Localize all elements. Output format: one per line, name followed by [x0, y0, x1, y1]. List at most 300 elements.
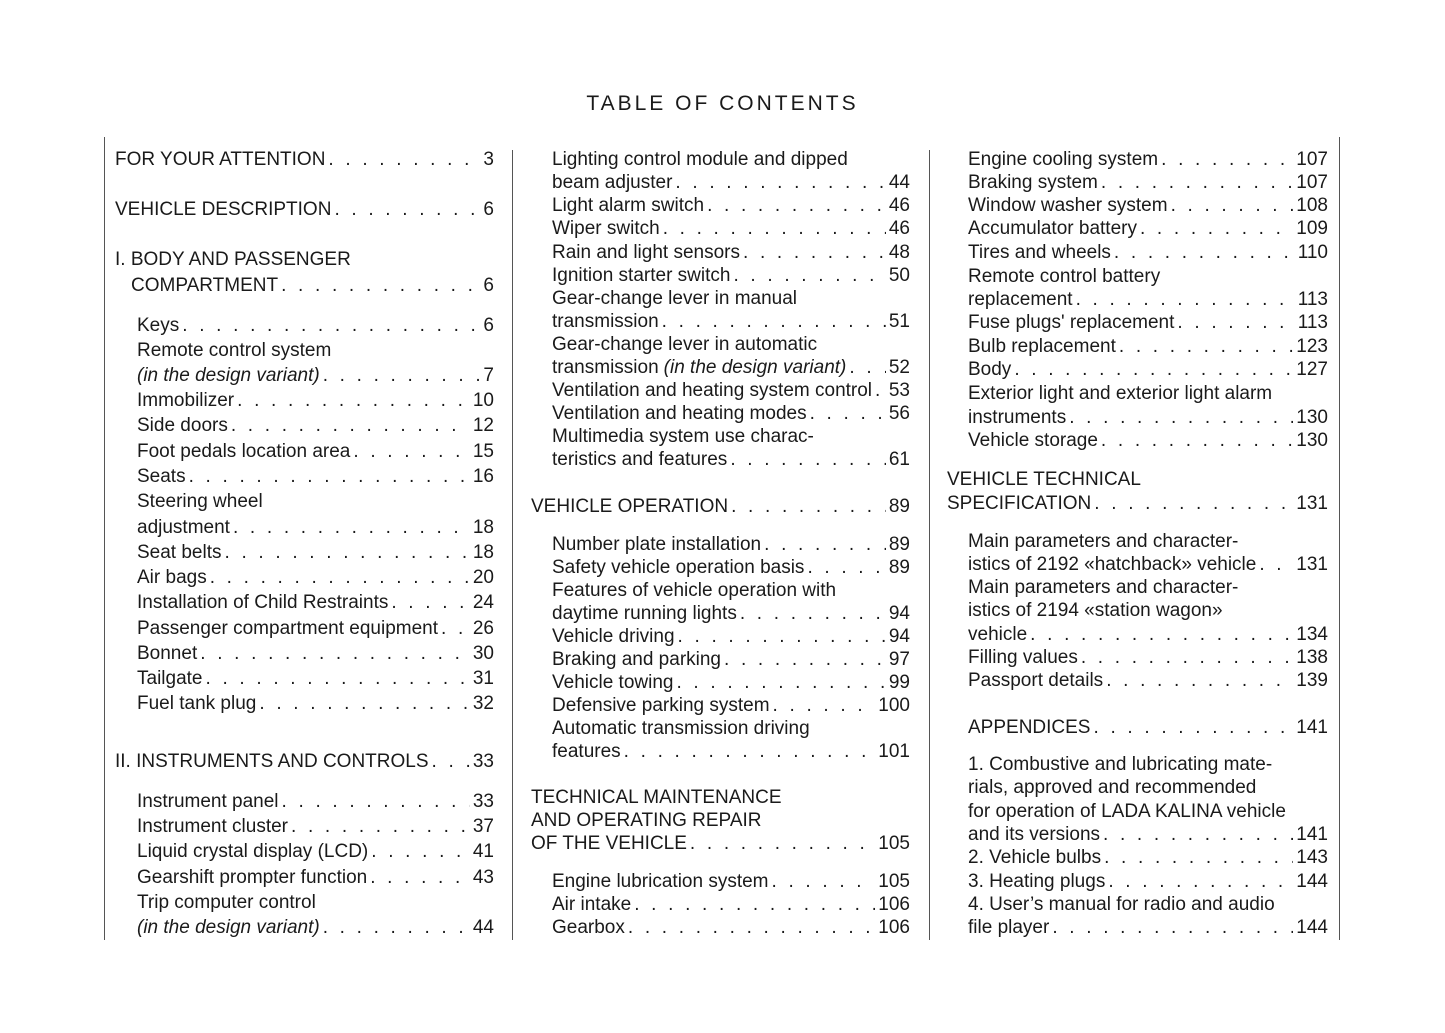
dot-leader: [1076, 288, 1295, 311]
toc-page-number: 113: [1297, 289, 1328, 310]
toc-entry-tires-and-wheels[interactable]: [968, 241, 1328, 264]
dot-leader: [628, 916, 875, 939]
toc-entry-title: Multimedia system use charac-: [552, 426, 814, 447]
toc-page-number: 94: [888, 603, 910, 624]
dot-leader: [849, 356, 885, 379]
toc-page-number: 110: [1297, 242, 1328, 263]
toc-entry-title: Bulb replacement: [968, 336, 1116, 357]
toc-page-number: 44: [472, 917, 494, 938]
toc-entry-title: II. INSTRUMENTS AND CONTROLS: [115, 751, 429, 772]
dot-leader: [675, 171, 885, 194]
toc-page-number: 43: [472, 867, 494, 888]
toc-entry-remote-control-system: [137, 339, 494, 362]
toc-entry-title: Remote control system: [137, 340, 332, 361]
toc-entry-4-user-s-manual-for-radio-and-audio: [968, 893, 1328, 916]
dot-leader: [634, 893, 875, 916]
toc-page-number: 18: [472, 517, 494, 538]
dot-leader: [210, 566, 470, 589]
toc-page-number: 56: [888, 403, 910, 424]
toc-entry-title: Fuel tank plug: [137, 693, 257, 714]
toc-entry-replacement[interactable]: [968, 288, 1328, 311]
dot-leader: [1101, 429, 1293, 452]
dot-leader: [1108, 870, 1293, 893]
toc-entry-wiper-switch[interactable]: [552, 217, 910, 240]
dot-leader: [690, 832, 875, 855]
toc-page-number: 3: [483, 149, 494, 170]
dot-leader: [334, 198, 480, 221]
dot-leader: [773, 694, 876, 717]
toc-entry-title: Ventilation and heating modes: [552, 403, 807, 424]
toc-page-number: 46: [888, 195, 910, 216]
column-divider: [929, 150, 930, 940]
toc-entry-title: Vehicle storage: [968, 430, 1098, 451]
page-title: TABLE OF CONTENTS: [586, 92, 859, 115]
toc-entry-title: (in the design variant): [137, 917, 320, 938]
column-divider: [512, 150, 513, 940]
toc-entry-title: istics of 2192 «hatchback» vehicle: [968, 554, 1257, 575]
toc-page-number: 6: [483, 315, 494, 336]
toc-page-number: 141: [1296, 717, 1328, 738]
toc-entry-title: SPECIFICATION: [947, 493, 1092, 514]
toc-page-number: 16: [472, 466, 494, 487]
dot-leader: [370, 866, 470, 889]
toc-entry-title: COMPARTMENT: [131, 275, 279, 296]
toc-entry-gearbox[interactable]: [552, 916, 910, 939]
toc-entry-title: Window washer system: [968, 195, 1168, 216]
toc-page-number: 109: [1296, 218, 1328, 239]
toc-entry-title: Light alarm switch: [552, 195, 705, 216]
toc-entry-title: Trip computer control: [137, 892, 316, 913]
toc-entry-title: Main parameters and character-: [968, 531, 1239, 552]
dot-leader: [233, 516, 470, 539]
toc-entry-air-bags[interactable]: [137, 566, 494, 589]
toc-entry-title: FOR YOUR ATTENTION: [115, 149, 326, 170]
toc-entry-exterior-light-and-exterior-light-alarm: [968, 382, 1328, 405]
toc-page-number: 106: [878, 917, 910, 938]
toc-page-number: 127: [1296, 359, 1328, 380]
toc-entry-title: Steering wheel: [137, 491, 263, 512]
toc-entry-number-plate-installation[interactable]: [552, 533, 910, 556]
toc-entry-trip-computer-control: [137, 891, 494, 914]
toc-entry-ventilation-and-heating-modes[interactable]: [552, 402, 910, 425]
toc-entry-title: VEHICLE DESCRIPTION: [115, 199, 332, 220]
toc-page-number: 6: [483, 275, 494, 296]
toc-entry-title: Fuse plugs' replacement: [968, 312, 1175, 333]
toc-page-number: 20: [472, 567, 494, 588]
dot-leader: [707, 194, 886, 217]
toc-entry-vehicle-storage[interactable]: [968, 429, 1328, 452]
toc-page-number: 97: [888, 649, 910, 670]
dot-leader: [1069, 406, 1293, 429]
dot-leader: [772, 870, 876, 893]
toc-page-number: 89: [888, 557, 910, 578]
toc-entry-rain-and-light-sensors[interactable]: [552, 241, 910, 264]
toc-page-number: 53: [888, 380, 910, 401]
toc-entry-ventilation-and-heating-system-control[interactable]: [552, 379, 910, 402]
toc-entry-fuel-tank-plug[interactable]: [137, 692, 494, 715]
toc-entry-title: Side doors: [137, 415, 228, 436]
dot-leader: [231, 414, 470, 437]
toc-entry-vehicle-driving[interactable]: [552, 625, 910, 648]
toc-entry-of-the-vehicle[interactable]: [531, 832, 910, 855]
toc-entry-title: 2. Vehicle bulbs: [968, 847, 1102, 868]
toc-page-number: 89: [888, 496, 910, 517]
toc-page-number: 61: [888, 449, 910, 470]
toc-entry-title: replacement: [968, 289, 1073, 310]
dot-leader: [1171, 194, 1294, 217]
toc-entry-window-washer-system[interactable]: [968, 194, 1328, 217]
toc-page-number: 33: [472, 751, 494, 772]
toc-page-number: 138: [1296, 647, 1328, 668]
toc-entry-air-intake[interactable]: [552, 893, 910, 916]
toc-entry-title: Instrument cluster: [137, 816, 288, 837]
dot-leader: [740, 602, 886, 625]
dot-leader: [764, 533, 886, 556]
toc-entry-title: for operation of LADA KALINA vehicle: [968, 801, 1286, 822]
toc-entry-title: Seats: [137, 466, 186, 487]
toc-entry-title: 3. Heating plugs: [968, 871, 1106, 892]
toc-entry-transmission-in-the-design-variant[interactable]: [552, 356, 910, 379]
toc-entry-title: Passenger compartment equipment: [137, 618, 438, 639]
dot-leader: [189, 465, 470, 488]
dot-leader: [724, 648, 886, 671]
toc-entry-foot-pedals-location-area[interactable]: [137, 440, 494, 463]
toc-entry-in-the-design-variant[interactable]: [137, 916, 494, 939]
toc-entry-title: TECHNICAL MAINTENANCE: [531, 787, 782, 808]
toc-entry-title: beam adjuster: [552, 172, 673, 193]
dot-leader: [1140, 217, 1293, 240]
toc-page-number: 106: [878, 894, 910, 915]
toc-entry-title: Instrument panel: [137, 791, 279, 812]
toc-entry-compartment[interactable]: [131, 274, 494, 297]
toc-page-number: 139: [1296, 670, 1328, 691]
toc-page-number: 143: [1296, 847, 1328, 868]
toc-entry-title: Features of vehicle operation with: [552, 580, 837, 601]
toc-entry-title: Engine cooling system: [968, 149, 1159, 170]
toc-entry-main-parameters-and-character: [968, 530, 1328, 553]
toc-entry-for-your-attention[interactable]: [115, 148, 494, 171]
toc-entry-title: Exterior light and exterior light alarm: [968, 383, 1273, 404]
toc-entry-title: Gear-change lever in automatic: [552, 334, 818, 355]
toc-entry-title: rials, approved and recommended: [968, 777, 1257, 798]
toc-entry-title: instruments: [968, 407, 1067, 428]
toc-entry-title: daytime running lights: [552, 603, 737, 624]
toc-entry-accumulator-battery[interactable]: [968, 217, 1328, 240]
toc-page-number: 144: [1296, 871, 1328, 892]
toc-entry-filling-values[interactable]: [968, 646, 1328, 669]
toc-page-number: 123: [1296, 336, 1328, 357]
dot-leader: [1119, 335, 1293, 358]
toc-page-number: 37: [472, 816, 494, 837]
toc-entry-liquid-crystal-display-lcd[interactable]: [137, 840, 494, 863]
toc-entry-title: Tailgate: [137, 668, 203, 689]
dot-leader: [1093, 716, 1293, 739]
toc-entry-vehicle-towing[interactable]: [552, 671, 910, 694]
toc-entry-specification[interactable]: [947, 492, 1328, 515]
toc-entry-body[interactable]: [968, 358, 1328, 381]
toc-entry-title: (in the design variant): [137, 365, 320, 386]
toc-entry-title: Vehicle driving: [552, 626, 675, 647]
toc-entry-title: Defensive parking system: [552, 695, 770, 716]
toc-entry-instrument-cluster[interactable]: [137, 815, 494, 838]
toc-entry-bulb-replacement[interactable]: [968, 335, 1328, 358]
dot-leader: [182, 314, 480, 337]
toc-entry-seat-belts[interactable]: [137, 541, 494, 564]
toc-entry-ii-instruments-and-controls[interactable]: [115, 750, 494, 773]
toc-page-number: 107: [1296, 149, 1328, 170]
toc-entry-title: Air bags: [137, 567, 207, 588]
dot-leader: [743, 241, 886, 264]
dot-leader: [282, 790, 470, 813]
toc-entry-safety-vehicle-operation-basis[interactable]: [552, 556, 910, 579]
dot-leader: [678, 625, 886, 648]
toc-entry-title: Seat belts: [137, 542, 222, 563]
toc-entry-transmission[interactable]: [552, 310, 910, 333]
dot-leader: [1030, 623, 1293, 646]
toc-entry-installation-of-child-restraints[interactable]: [137, 591, 494, 614]
toc-entry-passenger-compartment-equipment[interactable]: [137, 617, 494, 640]
dot-leader: [328, 148, 480, 171]
dot-leader: [733, 264, 885, 287]
toc-entry-braking-system[interactable]: [968, 171, 1328, 194]
toc-entry-title: Braking system: [968, 172, 1098, 193]
toc-entry-title: I. BODY AND PASSENGER: [115, 249, 351, 270]
toc-entry-title: Safety vehicle operation basis: [552, 557, 805, 578]
dot-leader: [810, 402, 886, 425]
toc-entry-daytime-running-lights[interactable]: [552, 602, 910, 625]
toc-page-number: 15: [472, 441, 494, 462]
toc-page-number: 31: [472, 668, 494, 689]
dot-leader: [1052, 916, 1293, 939]
toc-page-number: 113: [1297, 312, 1328, 333]
dot-leader: [731, 495, 886, 518]
toc-entry-gear-change-lever-in-manual: [552, 287, 910, 310]
toc-entry-title: Ignition starter switch: [552, 265, 731, 286]
toc-entry-title: and its versions: [968, 824, 1101, 845]
toc-entry-title: features: [552, 741, 621, 762]
dot-leader: [1114, 241, 1295, 264]
toc-entry-ignition-starter-switch[interactable]: [552, 264, 910, 287]
toc-entry-title: Tires and wheels: [968, 242, 1111, 263]
toc-entry-adjustment[interactable]: [137, 516, 494, 539]
dot-leader: [730, 448, 886, 471]
toc-entry-title: Passport details: [968, 670, 1104, 691]
toc-entry-title: Gear-change lever in manual: [552, 288, 798, 309]
toc-entry-vehicle-technical: [947, 468, 1328, 491]
dot-leader: [1104, 846, 1293, 869]
dot-leader: [259, 692, 470, 715]
toc-entry-gearshift-prompter-function[interactable]: [137, 866, 494, 889]
dot-leader: [323, 916, 470, 939]
toc-entry-title: file player: [968, 917, 1050, 938]
toc-page-number: 44: [888, 172, 910, 193]
toc-entry-title: Filling values: [968, 647, 1078, 668]
toc-entry-istics-of-2192-hatchback-vehicle[interactable]: [968, 553, 1328, 576]
dot-leader: [676, 671, 885, 694]
toc-entry-title: Body: [968, 359, 1012, 380]
dot-leader: [1081, 646, 1293, 669]
dot-leader: [662, 310, 886, 333]
toc-entry-rials-approved-and-recommended: [968, 776, 1328, 799]
toc-entry-file-player[interactable]: [968, 916, 1328, 939]
dot-leader: [1103, 823, 1293, 846]
toc-page-number: 6: [483, 199, 494, 220]
toc-entry-title: Keys: [137, 315, 180, 336]
toc-page-number: 107: [1296, 172, 1328, 193]
toc-entry-instrument-panel[interactable]: [137, 790, 494, 813]
toc-page-number: 32: [472, 693, 494, 714]
toc-entry-title: Number plate installation: [552, 534, 762, 555]
toc-entry-automatic-transmission-driving: [552, 717, 910, 740]
toc-entry-1-combustive-and-lubricating-mate: [968, 753, 1328, 776]
toc-page-number: 46: [888, 218, 910, 239]
toc-entry-title: Braking and parking: [552, 649, 721, 670]
toc-page-number: 101: [878, 741, 910, 762]
toc-page-number: 105: [878, 871, 910, 892]
toc-entry-title: Liquid crystal display (LCD): [137, 841, 369, 862]
toc-page-number: 7: [483, 365, 494, 386]
toc-page-number: 94: [888, 626, 910, 647]
toc-page-number: 24: [472, 592, 494, 613]
toc-entry-note: (in the design variant): [663, 357, 847, 378]
toc-entry-side-doors[interactable]: [137, 414, 494, 437]
toc-page-number: 30: [472, 643, 494, 664]
toc-entry-gear-change-lever-in-automatic: [552, 333, 910, 356]
toc-entry-for-operation-of-lada-kalina-vehicle: [968, 800, 1328, 823]
toc-entry-vehicle[interactable]: [968, 623, 1328, 646]
toc-page-number: 131: [1296, 493, 1328, 514]
toc-page-number: 100: [878, 695, 910, 716]
dot-leader: [237, 389, 470, 412]
toc-entry-title: teristics and features: [552, 449, 728, 470]
toc-page-number: 18: [472, 542, 494, 563]
dot-leader: [432, 750, 470, 773]
toc-entry-title: VEHICLE OPERATION: [531, 496, 729, 517]
toc-entry-teristics-and-features[interactable]: [552, 448, 910, 471]
toc-page-number: 12: [472, 415, 494, 436]
toc-entry-immobilizer[interactable]: [137, 389, 494, 412]
toc-entry-beam-adjuster[interactable]: [552, 171, 910, 194]
toc-entry-vehicle-description[interactable]: [115, 198, 494, 221]
toc-entry-seats[interactable]: [137, 465, 494, 488]
toc-entry-title: adjustment: [137, 517, 230, 538]
toc-entry-engine-lubrication-system[interactable]: [552, 870, 910, 893]
toc-page-number: 130: [1296, 407, 1328, 428]
toc-entry-bonnet[interactable]: [137, 642, 494, 665]
toc-entry-steering-wheel: [137, 490, 494, 513]
toc-entry-keys[interactable]: [137, 314, 494, 337]
dot-leader: [663, 217, 886, 240]
toc-page-number: 131: [1296, 554, 1328, 575]
toc-entry-light-alarm-switch[interactable]: [552, 194, 910, 217]
toc-entry-2-vehicle-bulbs[interactable]: [968, 846, 1328, 869]
toc-entry-title: Gearbox: [552, 917, 625, 938]
toc-entry-title: VEHICLE TECHNICAL: [947, 469, 1141, 490]
toc-entry-engine-cooling-system[interactable]: [968, 148, 1328, 171]
toc-entry-title: Engine lubrication system: [552, 871, 769, 892]
dot-leader: [1014, 358, 1293, 381]
toc-entry-title: transmission: [552, 311, 659, 332]
toc-page-number: 130: [1296, 430, 1328, 451]
toc-entry-title: 4. User’s manual for radio and audio: [968, 894, 1275, 915]
toc-entry-title: Immobilizer: [137, 390, 235, 411]
toc-entry-i-body-and-passenger: [115, 248, 494, 271]
toc-entry-instruments[interactable]: [968, 406, 1328, 429]
toc-entry-tailgate[interactable]: [137, 667, 494, 690]
dot-leader: [281, 274, 480, 297]
toc-entry-defensive-parking-system[interactable]: [552, 694, 910, 717]
toc-entry-fuse-plugs-replacement[interactable]: [968, 311, 1328, 334]
dot-leader: [441, 617, 470, 640]
toc-page-number: 48: [888, 242, 910, 263]
dot-leader: [206, 667, 470, 690]
column-divider: [1339, 137, 1340, 940]
toc-entry-title: Automatic transmission driving: [552, 718, 810, 739]
toc-page-number: 41: [472, 841, 494, 862]
toc-entry-title: Main parameters and character-: [968, 577, 1239, 598]
toc-entry-title: OF THE VEHICLE: [531, 833, 687, 854]
toc-entry-passport-details[interactable]: [968, 669, 1328, 692]
toc-page-number: 10: [472, 390, 494, 411]
toc-entry-title: Lighting control module and dipped: [552, 149, 848, 170]
toc-page-number: 144: [1296, 917, 1328, 938]
toc-entry-in-the-design-variant[interactable]: [137, 364, 494, 387]
dot-leader: [875, 379, 886, 402]
toc-entry-title: vehicle: [968, 624, 1028, 645]
dot-leader: [200, 642, 470, 665]
toc-page-number: 51: [888, 311, 910, 332]
toc-entry-technical-maintenance: [531, 786, 910, 809]
toc-page-number: 26: [472, 618, 494, 639]
toc-entry-title: 1. Combustive and lubricating mate-: [968, 754, 1273, 775]
toc-entry-vehicle-operation[interactable]: [531, 495, 910, 518]
dot-leader: [225, 541, 470, 564]
toc-entry-title: Air intake: [552, 894, 632, 915]
toc-entry-appendices[interactable]: [968, 716, 1328, 739]
toc-entry-title: Foot pedals location area: [137, 441, 351, 462]
toc-entry-3-heating-plugs[interactable]: [968, 870, 1328, 893]
toc-page-number: 134: [1296, 624, 1328, 645]
dot-leader: [1101, 171, 1293, 194]
toc-entry-title: Bonnet: [137, 643, 198, 664]
toc-entry-title: Rain and light sensors: [552, 242, 740, 263]
dot-leader: [391, 591, 470, 614]
toc-entry-multimedia-system-use-charac: [552, 425, 910, 448]
dot-leader: [624, 740, 876, 763]
toc-entry-title: Vehicle towing: [552, 672, 674, 693]
toc-entry-braking-and-parking[interactable]: [552, 648, 910, 671]
toc-entry-features[interactable]: [552, 740, 910, 763]
toc-entry-remote-control-battery: [968, 265, 1328, 288]
toc-entry-istics-of-2194-station-wagon: [968, 599, 1328, 622]
toc-entry-title: transmission: [552, 357, 659, 378]
dot-leader: [1161, 148, 1293, 171]
toc-entry-title: Remote control battery: [968, 266, 1161, 287]
dot-leader: [1177, 311, 1294, 334]
dot-leader: [323, 364, 481, 387]
toc-page-number: 50: [888, 265, 910, 286]
column-divider: [104, 137, 105, 940]
dot-leader: [371, 840, 470, 863]
toc-page-number: 99: [888, 672, 910, 693]
toc-entry-title: Wiper switch: [552, 218, 660, 239]
toc-entry-title: istics of 2194 «station wagon»: [968, 600, 1223, 621]
toc-entry-and-its-versions[interactable]: [968, 823, 1328, 846]
toc-entry-title: Accumulator battery: [968, 218, 1137, 239]
toc-entry-lighting-control-module-and-dipped: [552, 148, 910, 171]
toc-page-number: 89: [888, 534, 910, 555]
toc-entry-title: Installation of Child Restraints: [137, 592, 389, 613]
